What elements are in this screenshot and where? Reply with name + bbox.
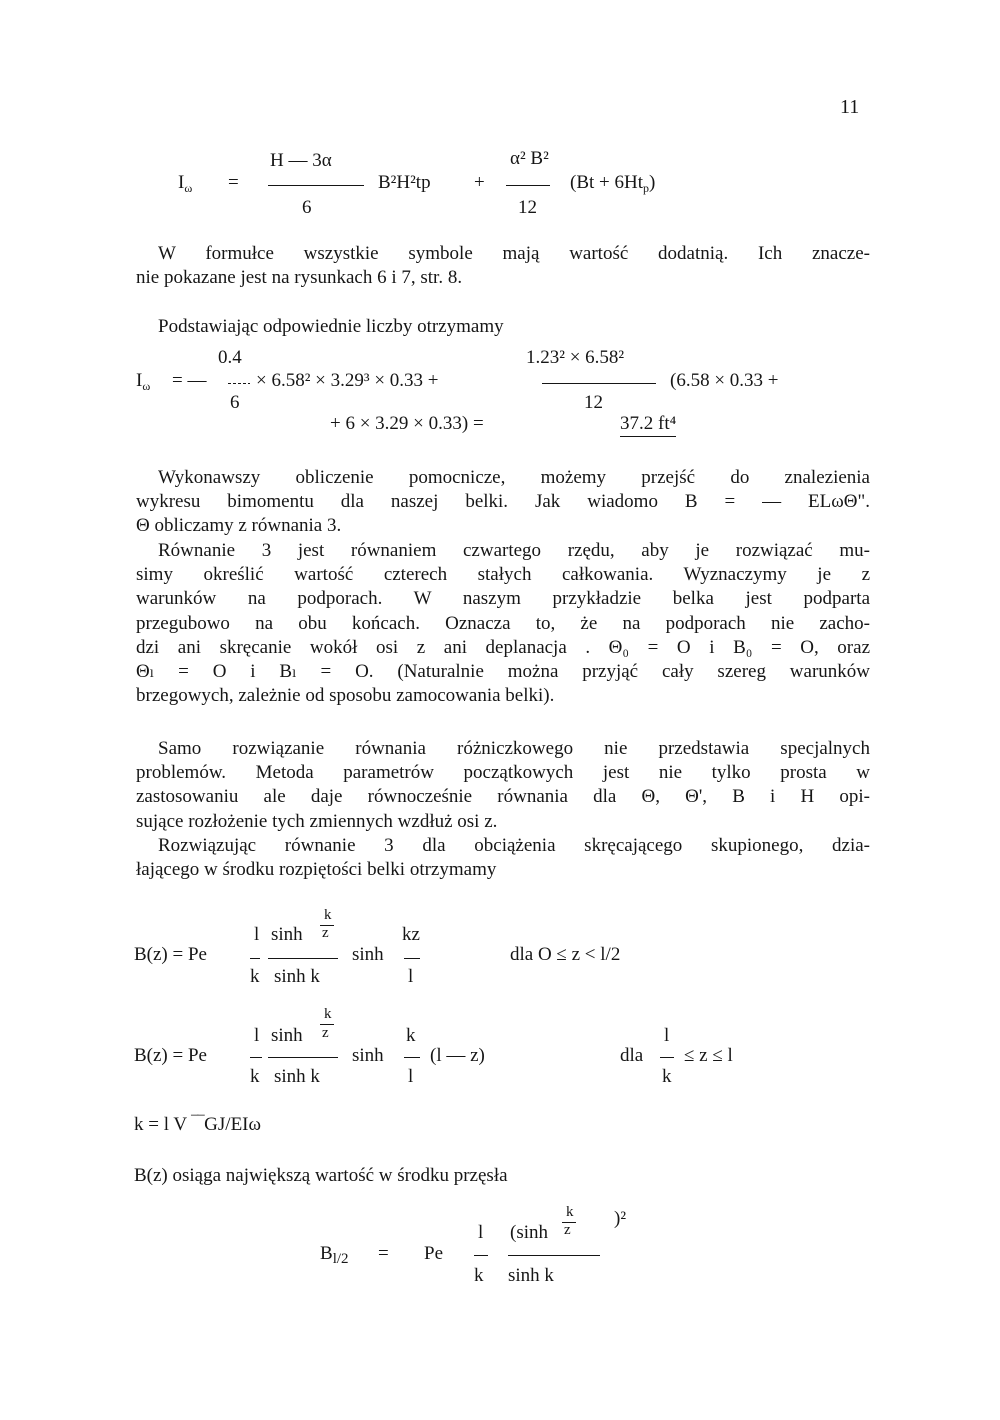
- fraction-bar: [404, 958, 420, 959]
- formula4-cond-prefix: dla: [620, 1045, 644, 1066]
- formula1-eq: =: [228, 172, 239, 193]
- formula4-cond-den: k: [662, 1066, 672, 1087]
- text-line: W formułce wszystkie symbole mają wartość dodatnią. Ich znacze-: [158, 243, 870, 264]
- paragraph-initial-parameters: [136, 737, 870, 834]
- text-line: Rozwiązując równanie 3 dla obciążenia skręcającego skupionego, dzia-: [158, 835, 870, 856]
- formula1-num2: α² B²: [510, 148, 549, 169]
- paragraph-bimoment: [136, 466, 870, 539]
- formula4-cond-num: l: [664, 1025, 670, 1046]
- paragraph-solving: [136, 834, 870, 882]
- formula6-den1: k: [474, 1265, 484, 1286]
- formula4-num1: l: [254, 1025, 260, 1046]
- formula2-lhs: $I_\omega$: [136, 370, 151, 393]
- paragraph-symbols: [136, 242, 870, 290]
- formula2-num1: 0.4: [218, 347, 242, 368]
- formula1-term1: B²H²tp: [378, 172, 431, 193]
- formula6-lhs: $B_{l/2}$: [320, 1243, 349, 1267]
- formula3-num2-prefix: sinh: [271, 924, 303, 945]
- formula3-num3: kz: [402, 924, 420, 945]
- formula4-den2: sinh k: [274, 1066, 320, 1087]
- formula1-den2: 12: [518, 197, 537, 218]
- formula1-plus: +: [474, 172, 485, 193]
- formula4-lhs: B(z) = Pe: [134, 1045, 207, 1066]
- formula4-num3: k: [406, 1025, 416, 1046]
- text-line: Wykonawszy obliczenie pomocnicze, możemy przejść do znalezienia: [158, 467, 870, 488]
- text-line: dzi ani skręcanie wokół osi z ani deplanacja . Θ₀ = O i B₀ = O, oraz: [136, 636, 870, 658]
- text-line: wykresu bimomentu dla naszej belki. Jak wiadomo B = — ELωΘ".: [136, 491, 870, 513]
- text-line: zastosowaniu ale daje równocześnie równania dla Θ, Θ', B i H opi-: [136, 786, 870, 808]
- formula2-eq: = —: [172, 370, 207, 391]
- formula2-result: 37.2 ft⁴: [620, 413, 676, 437]
- text-line: łającego w środku rozpiętości belki otrzymamy: [136, 859, 497, 881]
- formula1-num1: H — 3α: [270, 150, 332, 171]
- formula1-lhs: $I_\omega$: [178, 172, 193, 195]
- formula2-line2: + 6 × 3.29 × 0.33) =: [330, 413, 484, 434]
- fraction-bar: [250, 958, 260, 959]
- formula4-num2-prefix: sinh: [271, 1025, 303, 1046]
- formula4-den3: l: [408, 1066, 414, 1087]
- formula1-den1: 6: [302, 197, 312, 218]
- fraction-bar: [508, 1255, 600, 1256]
- formula4-num2-bottom: z: [322, 1025, 329, 1041]
- fraction-bar: [506, 185, 550, 186]
- page-number: 11: [840, 96, 860, 118]
- formula3-den3: l: [408, 966, 414, 987]
- text-line: przegubowo na obu końcach. Oznacza to, że na podporach nie zacho-: [136, 612, 870, 634]
- fraction-bar: [250, 1057, 262, 1058]
- formula6-exp: )²: [614, 1208, 627, 1229]
- formula6-eq: =: [378, 1243, 389, 1264]
- fraction-bar: [268, 185, 364, 186]
- fraction-bar: [268, 958, 338, 959]
- formula4-tail: (l — z): [430, 1045, 485, 1066]
- text-line: problemów. Metoda parametrów początkowych jest nie tylko prosta w: [136, 762, 870, 784]
- formula3-sinh: sinh: [352, 944, 384, 965]
- formula2-num2: 1.23² × 6.58²: [526, 347, 625, 368]
- formula2-tail: (6.58 × 0.33 +: [670, 370, 779, 391]
- formula3-num2-bottom: z: [322, 925, 329, 941]
- formula3-den1: k: [250, 966, 260, 987]
- text-line: Samo rozwiązanie równania różniczkowego nie przedstawia specjalnych: [158, 738, 870, 759]
- formula2-den2: 12: [584, 392, 603, 413]
- fraction-bar: [268, 1057, 338, 1058]
- fraction-bar: [228, 383, 250, 384]
- text-line: Równanie 3 jest równaniem czwartego rzędu, aby je rozwiązać mu-: [158, 540, 870, 561]
- text-line: Θ obliczamy z równania 3.: [136, 515, 342, 537]
- formula4-num2-top: k: [324, 1006, 332, 1022]
- formula4-den1: k: [250, 1066, 260, 1087]
- formula6-num2-prefix: (sinh: [510, 1222, 548, 1243]
- formula-k-definition: k = l V ‾‾GJ/EIω: [134, 1114, 262, 1135]
- formula3-lhs: B(z) = Pe: [134, 944, 207, 965]
- formula3-den2: sinh k: [274, 966, 320, 987]
- text-line: warunków na podporach. W naszym przykładzie belka jest podparta: [136, 588, 870, 610]
- formula6-num2-top: k: [566, 1204, 574, 1220]
- formula6-den2: sinh k: [508, 1265, 554, 1286]
- formula6-pe: Pe: [424, 1243, 443, 1264]
- paragraph-equation-3: [136, 539, 870, 708]
- fraction-bar: [474, 1255, 488, 1256]
- text-line: Θₗ = O i Bₗ = O. (Naturalnie można przyjąć cały szereg warunków: [136, 661, 870, 683]
- formula2-den1: 6: [230, 392, 240, 413]
- formula3-condition: dla O ≤ z < l/2: [510, 944, 621, 965]
- fraction-bar: [542, 383, 656, 384]
- text-line: sujące rozłożenie tych zmiennych wzdłuż osi z.: [136, 810, 498, 832]
- paragraph-max-value: B(z) osiąga największą wartość w środku przęsła: [134, 1165, 508, 1186]
- text-line: nie pokazane jest na rysunkach 6 i 7, str. 8.: [136, 267, 463, 289]
- formula3-num2-top: k: [324, 907, 332, 923]
- formula3-num1: l: [254, 924, 260, 945]
- fraction-bar: [404, 1057, 420, 1058]
- formula6-num1: l: [478, 1222, 484, 1243]
- fraction-bar: [660, 1057, 674, 1058]
- formula1-term2: $(Bt + 6Ht_p)$: [570, 172, 656, 195]
- formula6-num2-bottom: z: [564, 1222, 571, 1238]
- paragraph-substituting: Podstawiając odpowiednie liczby otrzymamy: [158, 316, 504, 337]
- text-line: brzegowych, zależnie od sposobu zamocowania belki).: [136, 685, 555, 707]
- formula4-sinh: sinh: [352, 1045, 384, 1066]
- formula4-cond-suffix: ≤ z ≤ l: [684, 1045, 733, 1066]
- formula2-middle: × 6.58² × 3.29³ × 0.33 +: [256, 370, 439, 391]
- text-line: simy określić wartość czterech stałych całkowania. Wyznaczymy je z: [136, 564, 870, 586]
